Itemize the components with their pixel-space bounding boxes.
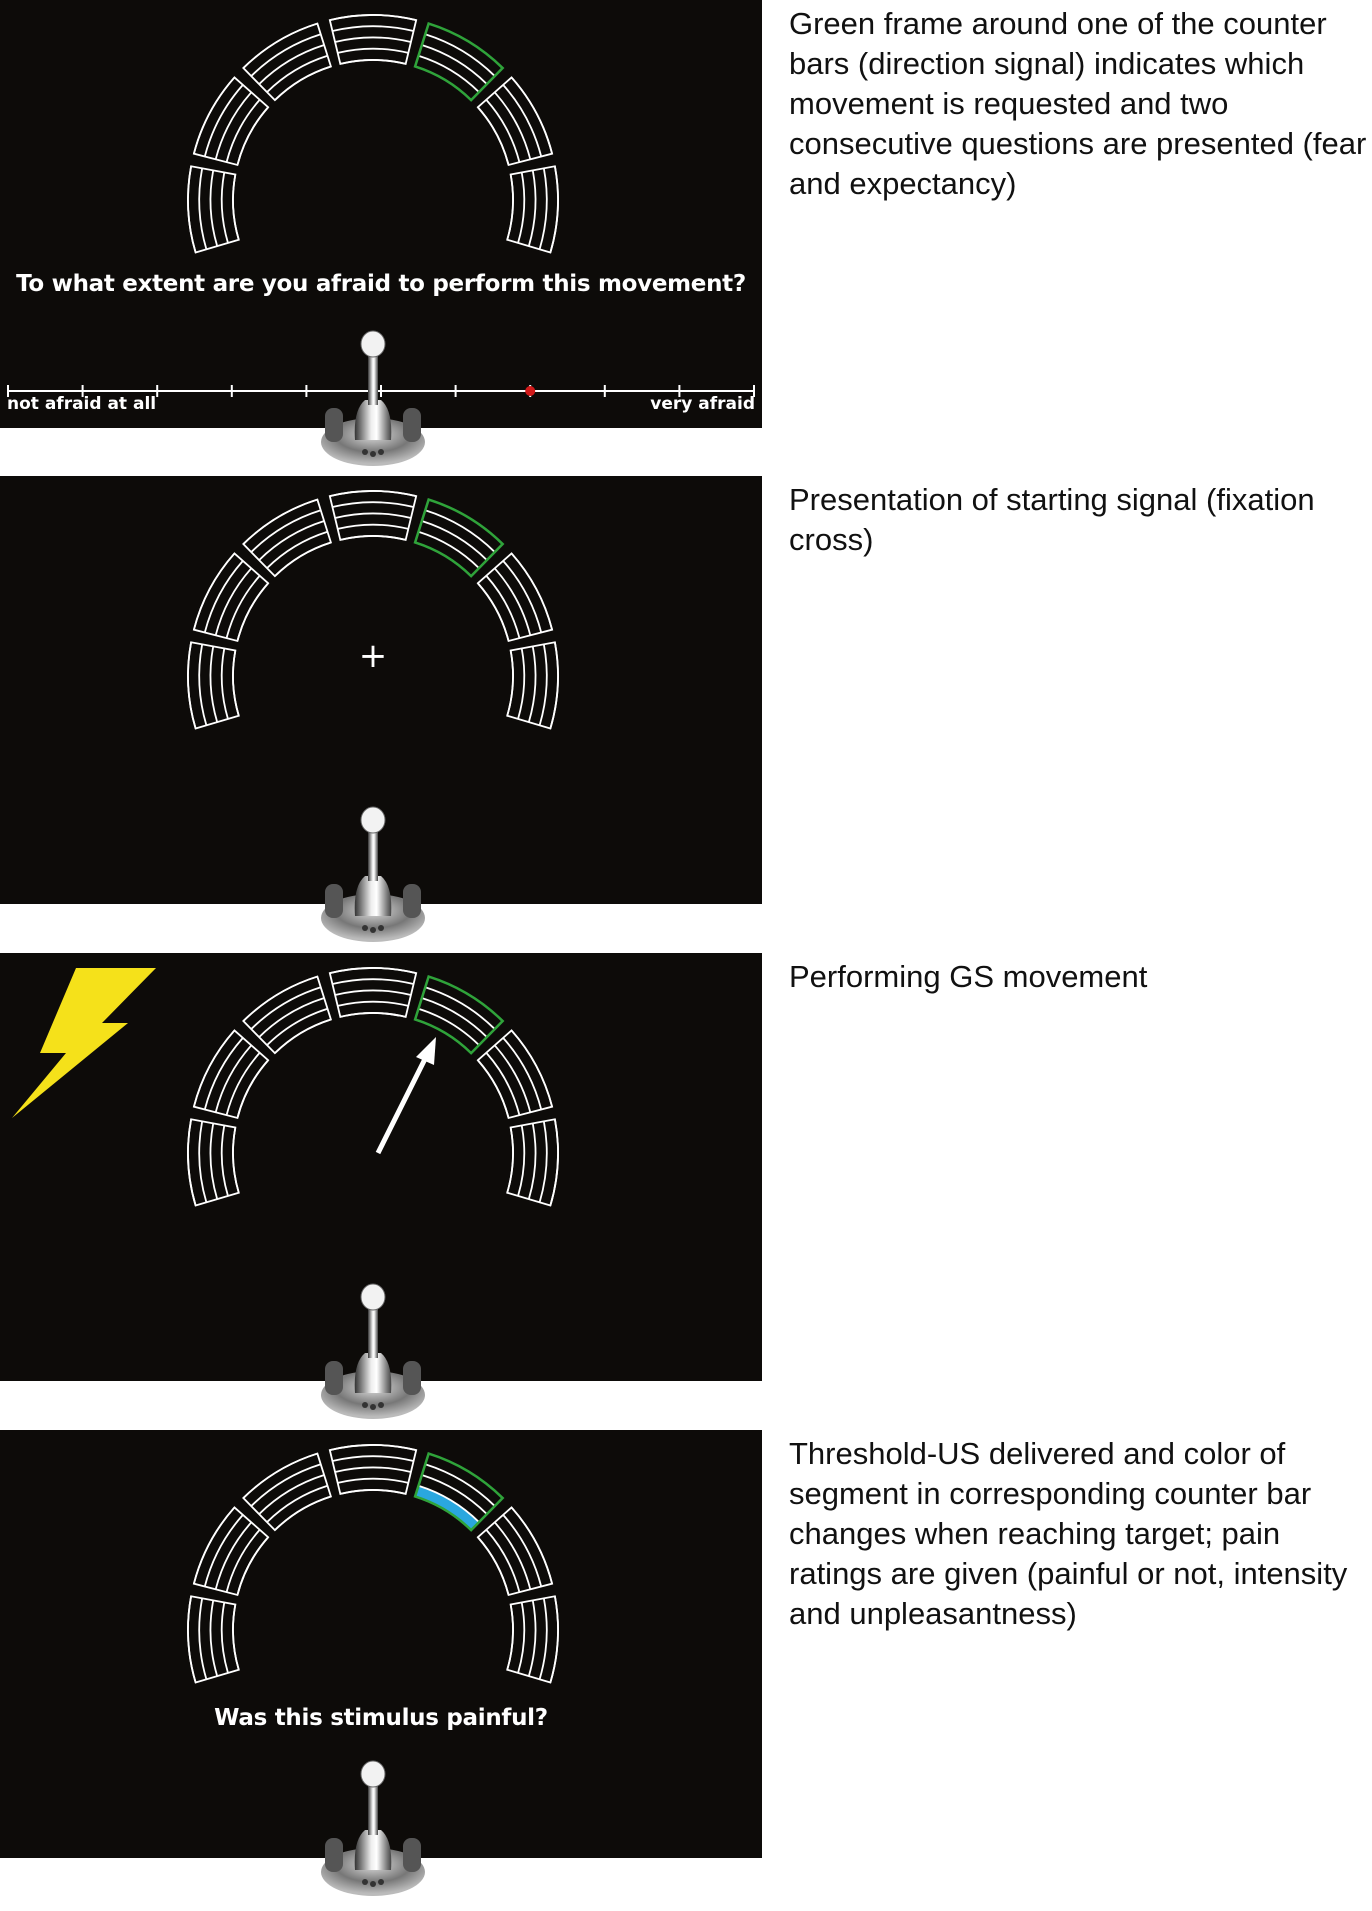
segment-line <box>503 1515 541 1587</box>
segment-line <box>251 510 321 552</box>
segment-line <box>486 1530 519 1592</box>
lightning-bolt-icon <box>12 968 156 1118</box>
segment-line <box>422 521 487 560</box>
filled-segment <box>415 1486 479 1530</box>
segment-line <box>332 502 413 507</box>
segment-line <box>251 1464 321 1506</box>
bar-frame <box>507 1596 558 1682</box>
fixation-cross: + <box>358 636 388 676</box>
scale-left-label: not afraid at all <box>7 394 157 414</box>
segment-line <box>210 646 217 722</box>
segment-line <box>495 1522 531 1589</box>
counter-bar <box>243 1454 331 1531</box>
segment-line <box>518 648 524 719</box>
segment-line <box>529 646 536 722</box>
segment-line <box>259 1475 324 1514</box>
segment-line <box>194 1507 235 1583</box>
segment-line <box>518 1602 524 1673</box>
bar-frame <box>188 642 239 728</box>
segment-line <box>275 1496 331 1530</box>
segment-line <box>222 648 228 719</box>
description-2: Presentation of starting signal (fixation cross) <box>789 482 1315 557</box>
counter-bar <box>415 500 503 577</box>
joystick-icon <box>313 1283 433 1423</box>
counter-bar <box>243 500 331 577</box>
segment-line <box>222 1602 228 1673</box>
counter-bar <box>478 1507 552 1595</box>
segment-line <box>335 514 411 518</box>
segment-line <box>210 1600 217 1676</box>
joystick-icon <box>313 806 433 946</box>
segment-line <box>335 1468 411 1472</box>
segment-line <box>199 644 206 725</box>
segment-line <box>503 561 541 633</box>
segment-line <box>243 1454 317 1498</box>
pain-question: Was this stimulus painful? <box>214 1705 548 1731</box>
segment-line <box>275 542 331 576</box>
segment-line <box>540 1598 547 1679</box>
counter-bar <box>507 1596 558 1682</box>
description-4: Threshold-US delivered and color of segment in corresponding counter bar changes when reaching target; pain ratings are given (painful or not, intensity and unpleasantness) <box>789 1436 1348 1631</box>
segment-line <box>205 561 243 633</box>
counter-bar <box>507 642 558 728</box>
scale-right-label: very afraid <box>650 394 755 414</box>
segment-line <box>237 1537 268 1595</box>
segment-line <box>429 1454 503 1498</box>
segment-line <box>216 1522 252 1589</box>
description-1: Green frame around one of the counter bars (direction signal) indicates which movement is requested and two consecutive questions are presented (fear and expectancy) <box>789 6 1367 201</box>
segment-line <box>267 532 328 568</box>
joystick-icon <box>313 330 433 470</box>
counter-bar <box>415 1454 503 1531</box>
segment-line <box>338 525 409 529</box>
bar-frame <box>188 1596 239 1682</box>
fear-question: To what extent are you afraid to perform this movement? <box>16 271 746 297</box>
counter-bar <box>478 553 552 641</box>
segment-line <box>237 583 268 641</box>
segment-line <box>415 542 471 576</box>
segment-line <box>512 553 553 629</box>
segment-line <box>418 532 479 568</box>
scale-marker[interactable] <box>525 386 535 396</box>
description-3: Performing GS movement <box>789 959 1148 994</box>
segment-line <box>486 576 519 638</box>
segment-line <box>216 568 252 635</box>
segment-line <box>332 1456 413 1461</box>
segment-line <box>478 1537 509 1595</box>
counter-bar <box>330 1445 416 1494</box>
segment-line <box>529 1600 536 1676</box>
segment-line <box>199 1598 206 1679</box>
joystick-icon <box>313 1760 433 1900</box>
segment-line <box>425 510 495 552</box>
counter-bar <box>188 642 239 728</box>
segment-line <box>205 1515 243 1587</box>
bar-frame <box>507 642 558 728</box>
segment-line <box>227 1530 260 1592</box>
segment-line <box>478 583 509 641</box>
segment-line <box>227 576 260 638</box>
segment-line <box>243 500 317 544</box>
counter-bar <box>330 491 416 540</box>
counter-bar <box>188 1596 239 1682</box>
segment-line <box>267 1486 328 1522</box>
arrow-icon <box>378 1037 436 1153</box>
segment-line <box>194 553 235 629</box>
segment-line <box>259 521 324 560</box>
segment-line <box>540 644 547 725</box>
segment-line <box>429 500 503 544</box>
segment-line <box>495 568 531 635</box>
counter-bar <box>194 1507 268 1595</box>
segment-line <box>338 1479 409 1483</box>
counter-bar <box>194 553 268 641</box>
segment-line <box>512 1507 553 1583</box>
